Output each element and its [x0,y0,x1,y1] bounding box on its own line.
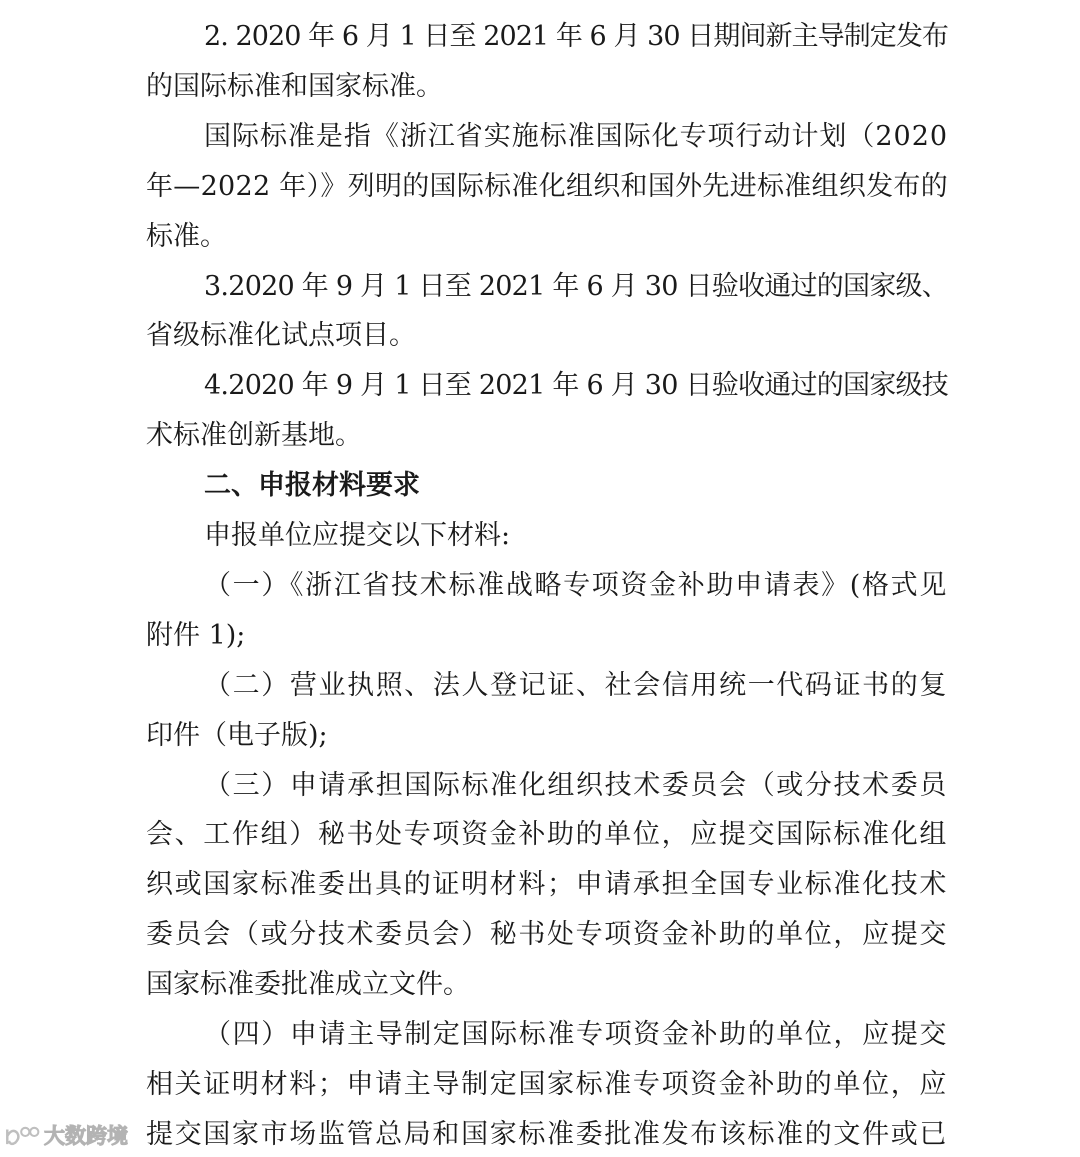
text-line: 国家标准委批准成立文件。 [146,969,470,1001]
text-line: 3.2020 年 9 月 1 日至 2021 年 6 月 30 日验收通过的国家级、 [204,270,948,302]
text-line: 标准。 [146,220,227,252]
text-line: 国际标准是指《浙江省实施标准国际化专项行动计划（2020 [204,120,948,152]
text-line: 省级标准化试点项目。 [146,320,416,352]
text-line: （三）申请承担国际标准化组织技术委员会（或分技术委员 [204,769,948,801]
text-line: 附件 1); [146,619,246,651]
text-line: 相关证明材料；申请主导制定国家标准专项资金补助的单位，应 [146,1068,948,1100]
watermark-text: 大数跨境 [44,1124,128,1148]
text-line: 4.2020 年 9 月 1 日至 2021 年 6 月 30 日验收通过的国家级技 [204,370,948,402]
text-line: 印件（电子版); [146,719,328,751]
text-line: 委员会（或分技术委员会）秘书处专项资金补助的单位，应提交 [146,919,948,951]
text-line: 年—2022 年）》列明的国际标准化组织和国外先进标准组织发布的 [146,170,948,202]
text-line: （四）申请主导制定国际标准专项资金补助的单位，应提交 [204,1019,948,1050]
text-line: （一）《浙江省技术标准战略专项资金补助申请表》(格式见 [204,569,948,601]
watermark [4,1121,128,1151]
text-line: 会、工作组）秘书处专项资金补助的单位，应提交国际标准化组 [146,819,948,851]
text-line: （二）营业执照、法人登记证、社会信用统一代码证书的复 [204,669,948,701]
watermark-logo-icon [4,1123,40,1149]
text-line: 的国际标准和国家标准。 [146,70,443,102]
text-line: 织或国家标准委出具的证明材料；申请承担全国专业标准化技术 [146,869,948,901]
section-heading: 二、申报材料要求 [204,470,420,502]
text-line: 2. 2020 年 6 月 1 日至 2021 年 6 月 30 日期间新主导制定发布 [204,21,948,52]
text-line: 提交国家市场监管总局和国家标准委批准发布该标准的文件或已 [146,1118,948,1150]
text-line: 术标准创新基地。 [146,420,362,452]
text-line: 申报单位应提交以下材料: [204,520,511,551]
